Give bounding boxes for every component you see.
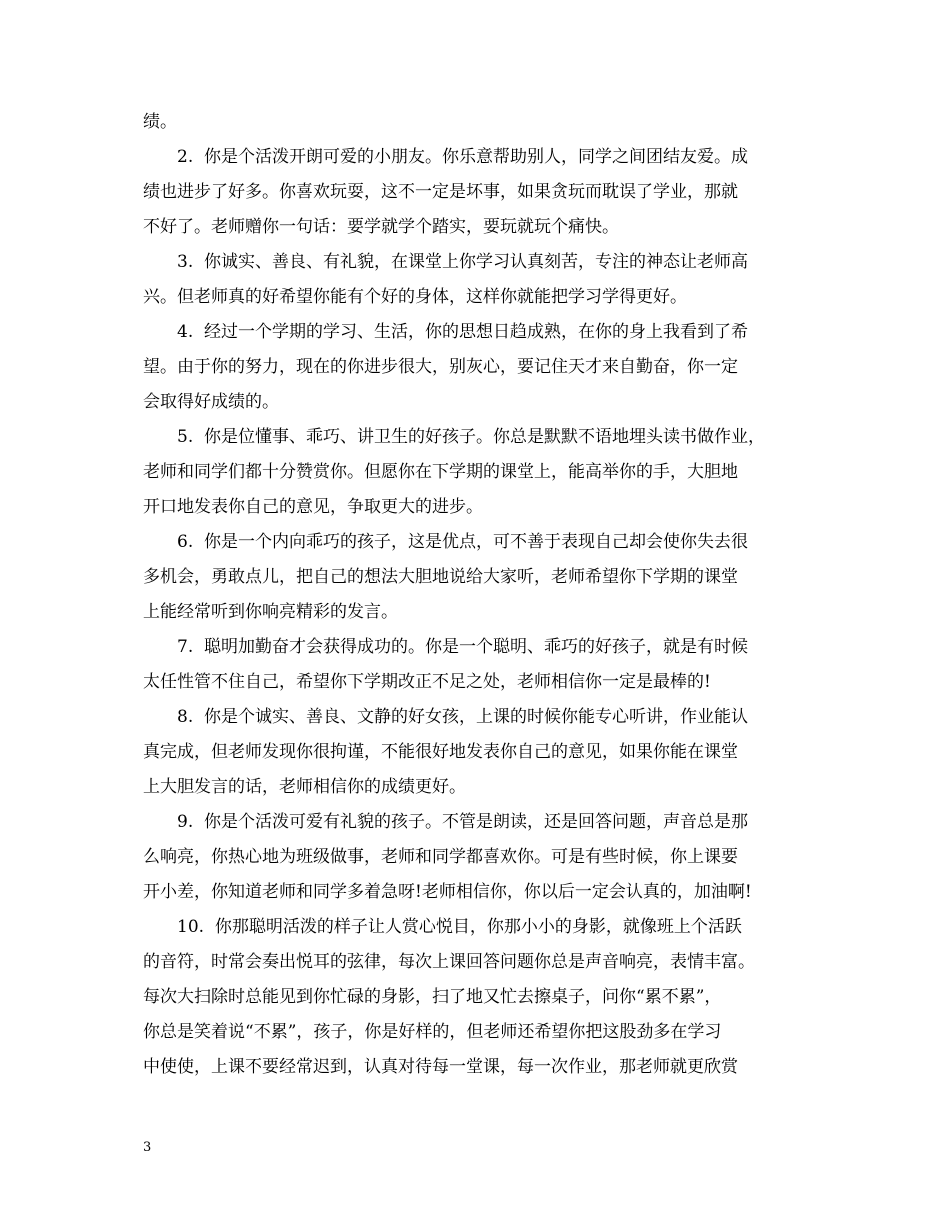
- text-line: 你总是笑着说“不累”，孩子，你是好样的，但老师还希望你把这股劲多在学习: [143, 1022, 722, 1042]
- text-line: 会取得好成绩的。: [143, 392, 279, 412]
- text-line: 的音符，时常会奏出悦耳的弦律，每次上课回答问题你总是声音响亮，表情丰富。: [143, 952, 755, 972]
- text-line: 7. 聪明加勤奋才会获得成功的。你是一个聪明、乖巧的好孩子，就是有时候: [143, 637, 749, 657]
- text-line: 真完成，但老师发现你很拘谨，不能很好地发表你自己的意见，如果你能在课堂: [143, 742, 738, 762]
- text-line: 绩也进步了好多。你喜欢玩耍，这不一定是坏事，如果贪玩而耽误了学业，那就: [143, 182, 738, 202]
- text-line: 多机会，勇敢点儿，把自己的想法大胆地说给大家听，老师希望你下学期的课堂: [143, 567, 738, 587]
- text-line: 老师和同学们都十分赞赏你。但愿你在下学期的课堂上，能高举你的手，大胆地: [143, 462, 738, 482]
- text-line: 不好了。老师赠你一句话：要学就学个踏实，要玩就玩个痛快。: [143, 217, 619, 237]
- text-line: 5. 你是位懂事、乖巧、讲卫生的好孩子。你总是默默不语地埋头读书做作业，: [143, 427, 766, 447]
- text-line: 3. 你诚实、善良、有礼貌，在课堂上你学习认真刻苦，专注的神态让老师高: [143, 252, 749, 272]
- text-line: 么响亮，你热心地为班级做事，老师和同学都喜欢你。可是有些时候，你上课要: [143, 847, 738, 867]
- text-line: 9. 你是个活泼可爱有礼貌的孩子。不管是朗读，还是回答问题，声音总是那: [143, 812, 749, 832]
- text-line: 中使使，上课不要经常迟到，认真对待每一堂课，每一次作业，那老师就更欣赏: [143, 1057, 738, 1077]
- page-number: 3: [143, 1140, 152, 1155]
- text-line: 上能经常听到你响亮精彩的发言。: [143, 602, 398, 622]
- text-line: 太任性管不住自己，希望你下学期改正不足之处，老师相信你一定是最棒的!: [143, 672, 711, 692]
- text-line: 开口地发表你自己的意见，争取更大的进步。: [143, 497, 483, 517]
- text-line: 8. 你是个诚实、善良、文静的好女孩，上课的时候你能专心听讲，作业能认: [143, 707, 749, 727]
- text-line: 开小差，你知道老师和同学多着急呀!老师相信你，你以后一定会认真的，加油啊!: [143, 882, 752, 902]
- text-line: 望。由于你的努力，现在的你进步很大，别灰心，要记住天才来自勤奋，你一定: [143, 357, 738, 377]
- text-line: 兴。但老师真的好希望你能有个好的身体，这样你就能把学习学得更好。: [143, 287, 687, 307]
- text-line: 每次大扫除时总能见到你忙碌的身影，扫了地又忙去擦桌子，问你“累不累”，: [143, 987, 722, 1007]
- text-line: 2. 你是个活泼开朗可爱的小朋友。你乐意帮助别人，同学之间团结友爱。成: [143, 147, 749, 167]
- text-line: 上大胆发言的话，老师相信你的成绩更好。: [143, 777, 466, 797]
- text-line: 6. 你是一个内向乖巧的孩子，这是优点，可不善于表现自己却会使你失去很: [143, 532, 749, 552]
- text-line: 绩。: [143, 112, 177, 132]
- text-line: 10. 你那聪明活泼的样子让人赏心悦目，你那小小的身影，就像班上个活跃: [143, 917, 742, 937]
- text-line: 4. 经过一个学期的学习、生活，你的思想日趋成熟，在你的身上我看到了希: [143, 322, 749, 342]
